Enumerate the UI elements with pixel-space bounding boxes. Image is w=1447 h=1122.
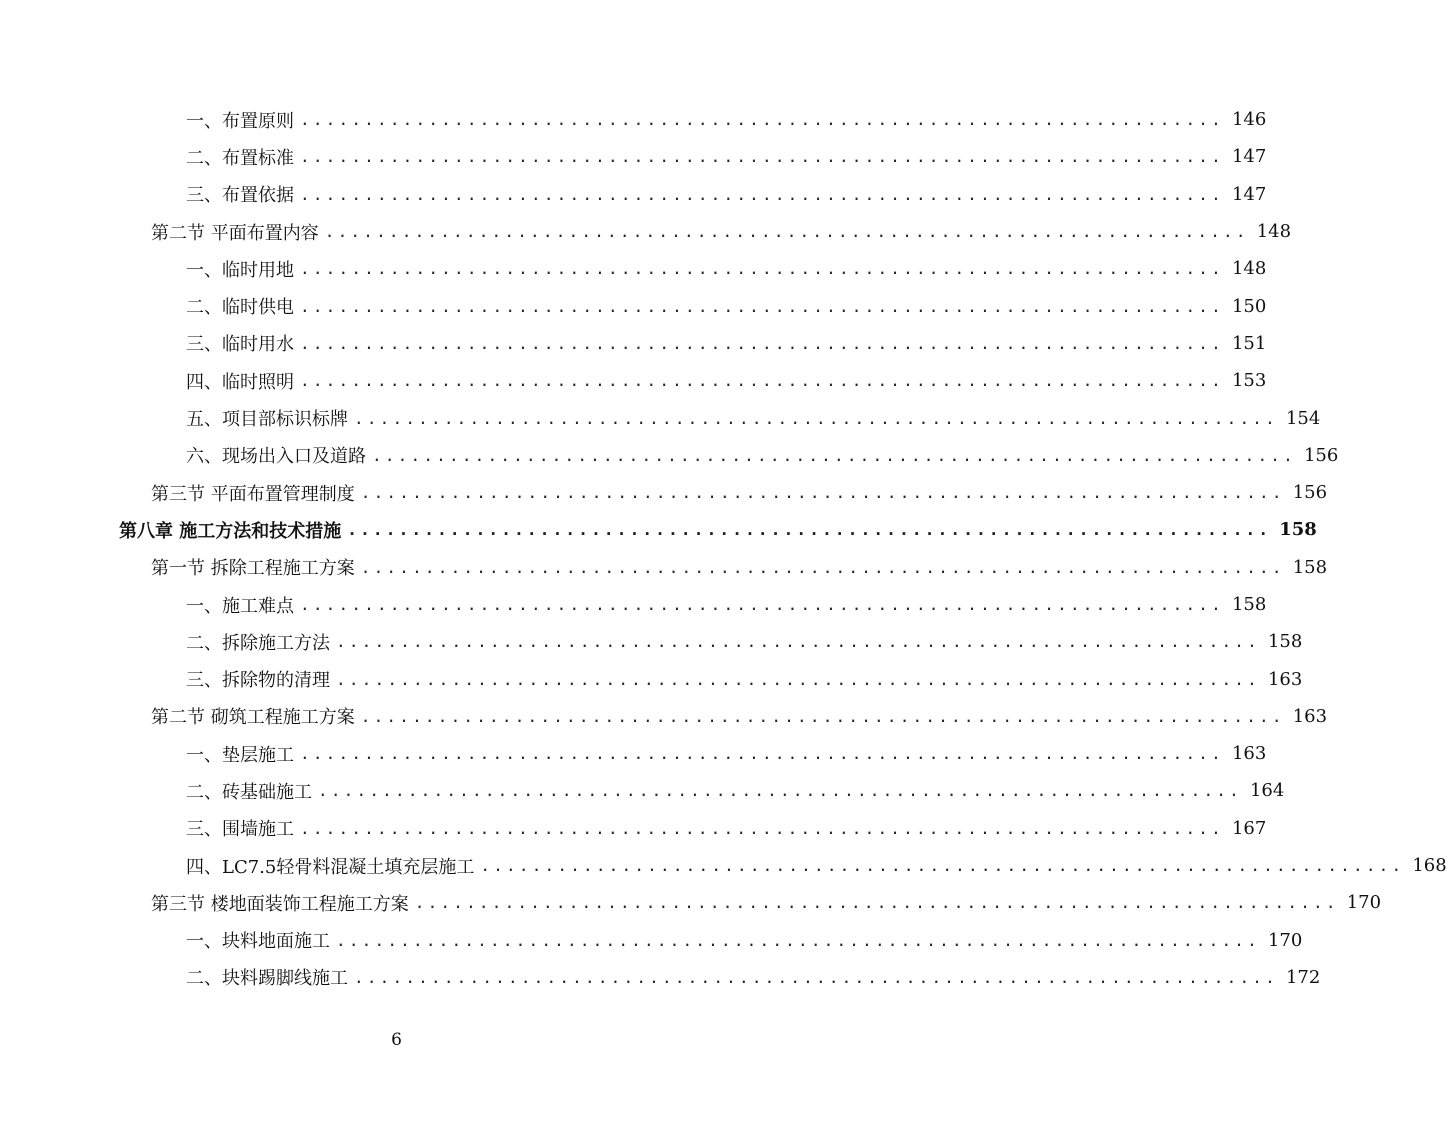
dot-leader: ........................................................................ [372, 445, 1296, 465]
table-of-contents [0, 101, 1447, 996]
toc-entry-title: 三、拆除物的清理 [186, 670, 330, 692]
toc-entry-title: 第一节 拆除工程施工方案 [151, 558, 355, 580]
toc-entry-page: 150 [1231, 295, 1267, 317]
toc-entry[interactable] [0, 735, 1267, 772]
toc-entry-title: 四、临时照明 [186, 371, 294, 393]
toc-entry[interactable] [0, 399, 1321, 436]
dot-leader: ........................................................................ [324, 222, 1249, 242]
dot-leader: ........................................................................ [300, 110, 1224, 130]
toc-entry-title: 三、布置依据 [186, 185, 294, 207]
toc-entry[interactable] [0, 250, 1267, 287]
toc-section-entry[interactable] [0, 549, 1328, 586]
toc-chapter-entry[interactable] [0, 511, 1317, 548]
toc-entry-page: 158 [1279, 519, 1317, 541]
toc-entry[interactable] [0, 586, 1267, 623]
dot-leader: ........................................................................ [318, 781, 1242, 801]
toc-entry-page: 147 [1231, 183, 1267, 205]
toc-entry-page: 158 [1267, 631, 1303, 653]
toc-entry-title: 第八章 施工方法和技术措施 [119, 520, 342, 542]
dot-leader: ........................................................................ [336, 632, 1260, 652]
dot-leader: ........................................................................ [360, 706, 1285, 726]
dot-leader: ........................................................................ [300, 818, 1224, 838]
toc-entry[interactable] [0, 325, 1267, 362]
toc-entry[interactable] [0, 437, 1339, 474]
toc-entry-page: 158 [1231, 594, 1267, 615]
toc-entry-title: 五、项目部标识标牌 [186, 409, 348, 431]
toc-entry-page: 153 [1231, 370, 1267, 392]
toc-entry-page: 163 [1292, 705, 1328, 727]
toc-entry-page: 148 [1231, 258, 1267, 280]
dot-leader: ........................................................................ [336, 669, 1260, 689]
toc-entry-title: 一、块料地面施工 [186, 931, 330, 953]
toc-entry-title: 第二节 砌筑工程施工方案 [151, 707, 355, 729]
dot-leader: ........................................................................ [300, 296, 1224, 316]
toc-entry[interactable] [0, 660, 1303, 697]
toc-entry-title: 四、LC7.5轻骨料混凝土填充层施工 [186, 856, 475, 878]
toc-entry-title: 一、布置原则 [186, 110, 294, 132]
dot-leader: ........................................................................ [300, 371, 1224, 391]
dot-leader: ........................................................................ [360, 483, 1285, 503]
toc-entry[interactable] [0, 922, 1303, 959]
dot-leader: ........................................................................ [336, 930, 1260, 950]
toc-entry[interactable] [0, 101, 1267, 138]
toc-entry-page: 167 [1231, 817, 1267, 839]
toc-entry-page: 148 [1256, 221, 1292, 243]
toc-entry-page: 170 [1346, 892, 1382, 914]
toc-entry-title: 第二节 平面布置内容 [151, 222, 319, 244]
dot-leader: ........................................................................ [480, 856, 1405, 876]
toc-entry-page: 147 [1231, 146, 1267, 168]
dot-leader: ........................................................................ [347, 520, 1272, 540]
dot-leader: ........................................................................ [354, 967, 1278, 987]
toc-entry-page: 164 [1249, 780, 1285, 802]
dot-leader: ........................................................................ [300, 333, 1224, 353]
toc-entry-title: 三、围墙施工 [186, 819, 294, 841]
toc-entry-title: 二、拆除施工方法 [186, 632, 330, 654]
dot-leader: ........................................................................ [414, 893, 1339, 913]
toc-entry-page: 151 [1231, 332, 1267, 354]
toc-entry-page: 156 [1292, 482, 1328, 504]
toc-entry[interactable] [0, 959, 1321, 996]
toc-entry[interactable] [0, 176, 1267, 213]
dot-leader: ........................................................................ [360, 557, 1285, 577]
toc-section-entry[interactable] [0, 698, 1328, 735]
toc-entry-page: 168 [1412, 855, 1447, 877]
toc-section-entry[interactable] [0, 213, 1292, 250]
toc-entry-page: 163 [1267, 668, 1303, 690]
toc-entry[interactable] [0, 362, 1267, 399]
toc-entry[interactable] [0, 810, 1267, 847]
dot-leader: ........................................................................ [300, 259, 1224, 279]
toc-entry-title: 第三节 平面布置管理制度 [151, 483, 355, 505]
toc-entry-title: 二、布置标准 [186, 147, 294, 169]
toc-entry[interactable] [0, 772, 1285, 809]
toc-entry[interactable] [0, 138, 1267, 175]
toc-entry-title: 第三节 楼地面装饰工程施工方案 [151, 893, 409, 915]
page-number: 6 [391, 1030, 402, 1050]
toc-entry-page: 156 [1303, 444, 1339, 466]
toc-section-entry[interactable] [0, 474, 1328, 511]
toc-entry-title: 二、临时供电 [186, 297, 294, 319]
toc-entry-page: 146 [1231, 109, 1267, 131]
dot-leader: ........................................................................ [300, 184, 1224, 204]
toc-entry[interactable] [0, 287, 1267, 324]
toc-entry-title: 一、施工难点 [186, 595, 294, 617]
toc-entry-title: 六、现场出入口及道路 [186, 446, 366, 468]
dot-leader: ........................................................................ [300, 147, 1224, 167]
toc-section-entry[interactable] [0, 884, 1382, 921]
toc-entry-page: 163 [1231, 743, 1267, 765]
dot-leader: ........................................................................ [300, 595, 1224, 614]
toc-entry-page: 158 [1292, 556, 1328, 578]
toc-entry[interactable] [0, 623, 1303, 660]
toc-entry-page: 154 [1285, 407, 1321, 429]
toc-entry-page: 172 [1285, 966, 1321, 988]
toc-entry[interactable] [0, 847, 1447, 884]
toc-entry-page: 170 [1267, 929, 1303, 951]
toc-entry-title: 一、垫层施工 [186, 744, 294, 766]
toc-entry-title: 二、砖基础施工 [186, 781, 312, 803]
toc-entry-title: 一、临时用地 [186, 259, 294, 281]
toc-entry-title: 三、临时用水 [186, 334, 294, 356]
dot-leader: ........................................................................ [354, 408, 1278, 428]
dot-leader: ........................................................................ [300, 744, 1224, 764]
toc-entry-title: 二、块料踢脚线施工 [186, 968, 348, 990]
